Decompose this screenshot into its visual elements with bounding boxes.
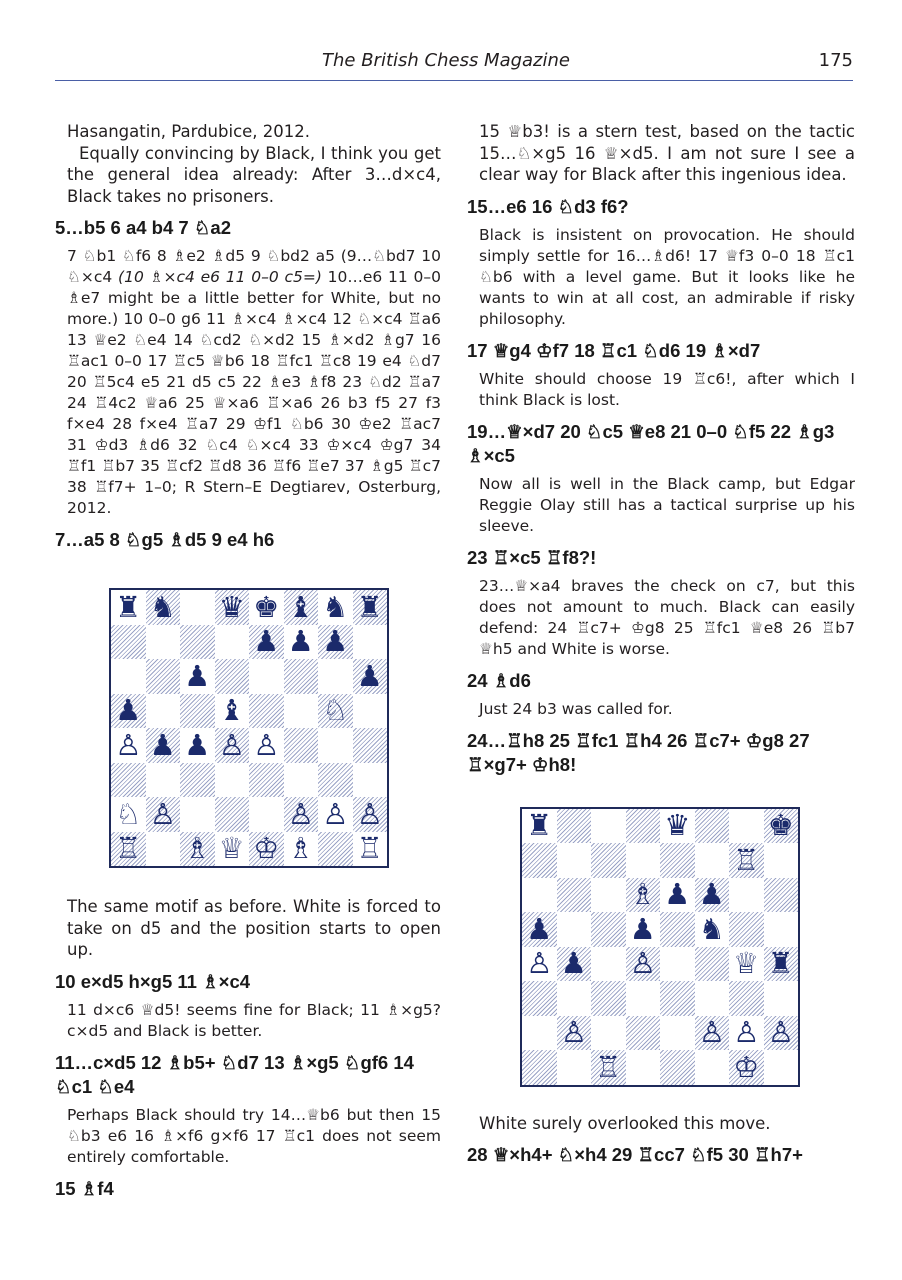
running-header: [55, 48, 853, 81]
paragraph: 15 ♕b3! is a stern test, based on the tactic 15…♘×g5 16 ♕×d5. I am not sure I see a clear way for Black after this ingenious idea.: [479, 122, 855, 184]
move-heading: 10 e×d5 h×g5 11 ♗×c4: [55, 970, 251, 992]
chess-piece: ♞: [698, 911, 725, 946]
board-square: [180, 832, 215, 867]
chess-piece: ♙: [560, 1015, 587, 1050]
annotation: 23…♕×a4 braves the check on c7, but this does not amount to much. Black can easily defend: 24 ♖c7+ ♔g8 25 ♖fc1 ♕e8 26 ♖b7 ♕h5 and White is worse.: [479, 576, 855, 658]
board-square: [111, 590, 146, 625]
annotation: 11 d×c6 ♕d5! seems fine for Black; 11 ♗×g5? c×d5 and Black is better.: [67, 1000, 441, 1040]
chess-piece: ♙: [287, 796, 314, 831]
board-square: [557, 912, 592, 947]
board-square: [660, 843, 695, 878]
board-square: [215, 625, 250, 660]
chess-piece: ♙: [149, 796, 176, 831]
chess-piece: ♟: [698, 877, 725, 912]
board-square: [249, 832, 284, 867]
chess-piece: ♟: [629, 911, 656, 946]
board-square: [660, 912, 695, 947]
board-square: [626, 878, 661, 913]
right-column: [467, 121, 855, 1173]
board-square: [353, 625, 388, 660]
chess-piece: ♛: [664, 808, 691, 843]
board-square: [249, 659, 284, 694]
board-square: [695, 912, 730, 947]
board-square: [660, 947, 695, 982]
board-square: [591, 878, 626, 913]
move-heading: 24…♖h8 25 ♖fc1 ♖h4 26 ♖c7+ ♔g8 27 ♖×g7+ ♔h8!: [467, 729, 810, 775]
move-heading: 24 ♗d6: [467, 669, 531, 691]
chess-piece: ♜: [767, 946, 794, 981]
board-square: [660, 981, 695, 1016]
board-square: [557, 1050, 592, 1085]
chess-piece: ♙: [322, 796, 349, 831]
board-square: [146, 797, 181, 832]
chess-piece: ♙: [253, 727, 280, 762]
board-square: [591, 912, 626, 947]
board-square: [146, 625, 181, 660]
board-square: [146, 659, 181, 694]
chess-piece: ♗: [184, 831, 211, 866]
board-square: [146, 763, 181, 798]
board-square: [284, 659, 319, 694]
board-square: [111, 832, 146, 867]
board-square: [660, 1016, 695, 1051]
page-number: 175: [818, 50, 853, 71]
board-square: [180, 625, 215, 660]
board-square: [318, 659, 353, 694]
board-square: [660, 1050, 695, 1085]
chess-piece: ♟: [149, 727, 176, 762]
board-square: [591, 809, 626, 844]
board-square: [695, 1016, 730, 1051]
annotation: Just 24 b3 was called for.: [479, 699, 673, 718]
board-square: [215, 659, 250, 694]
board-square: [180, 797, 215, 832]
board-square: [249, 590, 284, 625]
board-square: [318, 625, 353, 660]
chess-piece: ♙: [356, 796, 383, 831]
board-square: [249, 625, 284, 660]
board-square: [591, 1050, 626, 1085]
board-square: [626, 947, 661, 982]
chess-piece: ♝: [287, 589, 314, 624]
board-square: [522, 843, 557, 878]
board-square: [215, 728, 250, 763]
move-heading: 15…e6 16 ♘d3 f6?: [467, 195, 629, 217]
annotation: [55, 246, 441, 519]
board-square: [353, 797, 388, 832]
board-square: [591, 843, 626, 878]
chess-piece: ♟: [664, 877, 691, 912]
chess-piece: ♙: [218, 727, 245, 762]
paragraph: White surely overlooked this move.: [479, 1113, 771, 1133]
board-square: [522, 809, 557, 844]
chess-piece: ♘: [115, 796, 142, 831]
board-square: [660, 878, 695, 913]
board-square: [522, 1016, 557, 1051]
board-square: [111, 659, 146, 694]
board-square: [764, 981, 799, 1016]
chess-piece: ♞: [149, 589, 176, 624]
board-square: [764, 809, 799, 844]
board-square: [146, 694, 181, 729]
board-square: [111, 797, 146, 832]
board-square: [591, 947, 626, 982]
board-square: [626, 1050, 661, 1085]
board-square: [215, 694, 250, 729]
board-square: [249, 797, 284, 832]
paragraph: Hasangatin, Pardubice, 2012.: [67, 122, 311, 141]
board-square: [180, 694, 215, 729]
chess-piece: ♕: [733, 946, 760, 981]
annotation-text: 7 ♘b1 ♘f6 8 ♗e2 ♗d5 9 ♘bd2 a5 (9…♘bd7 10 ♘×c4: [67, 247, 441, 286]
left-column: [55, 121, 441, 1207]
chess-piece: ♟: [115, 693, 142, 728]
chess-piece: ♙: [733, 1015, 760, 1050]
chess-piece: ♜: [526, 808, 553, 843]
chess-piece: ♕: [218, 831, 245, 866]
board-square: [111, 625, 146, 660]
board-square: [522, 981, 557, 1016]
annotation-text: 10…e6 11 0–0 ♗e7 might be a little better for White, but no more.) 10 0–0 g6 11 ♗×c4 ♗×c4 12 ♘×c4 ♖a6 13 ♕e2 ♘e4 14 ♘cd2 ♘×d2 15 ♗×d2 ♗g7 16 ♖ac1 0–0 17 ♖c5 ♕b6 18 ♖fc1 ♖c8 19 e4 ♘d7 20 ♖5c4 e5 21 d5 c5 22 ♗e3 ♗f8 23 ♘d2 ♖a7 24 ♖4c2 ♕a6 25 ♕×a6 ♖×a6 26 b3 f5 27 f3 f×e4 28 f×e4 ♖a7 29 ♔f1 ♘b6 30 ♔e2 ♖ac7 31 ♔d3 ♗d6 32 ♘c4 ♘×c4 33 ♔×c4 ♔g7 34 ♖f1 ♖b7 35 ♖cf2 ♖d8 36 ♖f6 ♖e7 37 ♗g5 ♖c7 38 ♖f7+ 1–0; R Stern–E Degtiarev, Osterburg, 2012.: [67, 268, 441, 517]
board-square: [695, 981, 730, 1016]
board-square: [318, 728, 353, 763]
board-square: [180, 763, 215, 798]
board-square: [626, 912, 661, 947]
board-square: [353, 590, 388, 625]
board-square: [522, 1050, 557, 1085]
chess-piece: ♘: [322, 693, 349, 728]
board-square: [249, 728, 284, 763]
chess-piece: ♟: [184, 658, 211, 693]
board-square: [557, 947, 592, 982]
chess-piece: ♖: [115, 831, 142, 866]
board-square: [557, 809, 592, 844]
board-square: [318, 797, 353, 832]
board-square: [764, 878, 799, 913]
board-square: [111, 763, 146, 798]
move-heading: 5…b5 6 a4 b4 7 ♘a2: [55, 217, 231, 238]
board-square: [695, 947, 730, 982]
board-square: [111, 694, 146, 729]
board-square: [557, 843, 592, 878]
annotation: White should choose 19 ♖c6!, after which I think Black is lost.: [479, 369, 855, 409]
board-square: [180, 659, 215, 694]
chess-diagram-2: [520, 807, 855, 1087]
board-square: [180, 590, 215, 625]
board-square: [284, 797, 319, 832]
board-square: [353, 728, 388, 763]
paragraph: Equally convincing by Black, I think you get the general idea already: After 3…d×c4, Black takes no prisoners.: [67, 143, 441, 206]
chess-piece: ♗: [629, 877, 656, 912]
board-square: [557, 878, 592, 913]
annotation: Now all is well in the Black camp, but Edgar Reggie Olay still has a tactical surprise up his sleeve.: [479, 474, 855, 535]
chess-piece: ♜: [356, 589, 383, 624]
chess-diagram-1: [109, 588, 441, 868]
board-square: [522, 947, 557, 982]
board-square: [557, 1016, 592, 1051]
annotation: Black is insistent on provocation. He should simply settle for 16…♗d6! 17 ♕f3 0–0 18 ♖c1 ♘b6 with a level game. But it looks like he wants to win at all cost, an admirable if risky philosophy.: [479, 225, 855, 328]
board-square: [284, 590, 319, 625]
board-square: [180, 728, 215, 763]
annotation-variation: (10 ♗×c4 e6 11 0–0 c5=): [118, 268, 322, 286]
chess-piece: ♙: [767, 1015, 794, 1050]
chess-piece: ♔: [253, 831, 280, 866]
chess-piece: ♟: [560, 946, 587, 981]
board-square: [146, 728, 181, 763]
move-heading: 17 ♕g4 ♔f7 18 ♖c1 ♘d6 19 ♗×d7: [467, 339, 761, 361]
board-square: [729, 981, 764, 1016]
chess-piece: ♝: [218, 693, 245, 728]
board-square: [522, 912, 557, 947]
chess-piece: ♟: [287, 624, 314, 659]
board-square: [284, 625, 319, 660]
board-square: [146, 590, 181, 625]
board-square: [626, 843, 661, 878]
board-square: [249, 763, 284, 798]
board-square: [215, 590, 250, 625]
chess-piece: ♙: [526, 946, 553, 981]
magazine-title: The British Chess Magazine: [322, 50, 570, 71]
annotation: Perhaps Black should try 14…♕b6 but then 15 ♘b3 e6 16 ♗×f6 g×f6 17 ♖c1 does not seem entirely comfortable.: [67, 1105, 441, 1166]
board-square: [353, 763, 388, 798]
board-square: [695, 843, 730, 878]
board-square: [626, 809, 661, 844]
board-square: [764, 1016, 799, 1051]
board-square: [729, 809, 764, 844]
board-square: [318, 763, 353, 798]
chess-piece: ♟: [356, 658, 383, 693]
board-square: [729, 843, 764, 878]
move-heading: 11…c×d5 12 ♗b5+ ♘d7 13 ♗×g5 ♘gf6 14 ♘c1 ♘e4: [55, 1051, 414, 1097]
paragraph: The same motif as before. White is forced to take on d5 and the position starts to open up.: [67, 897, 441, 959]
board-square: [729, 1016, 764, 1051]
board-square: [284, 763, 319, 798]
board-square: [284, 728, 319, 763]
board-square: [522, 878, 557, 913]
chess-piece: ♔: [733, 1049, 760, 1084]
board-square: [764, 947, 799, 982]
board-square: [215, 832, 250, 867]
chess-piece: ♜: [115, 589, 142, 624]
board-square: [626, 1016, 661, 1051]
board-square: [729, 947, 764, 982]
board-square: [695, 1050, 730, 1085]
move-heading: 7…a5 8 ♘g5 ♗d5 9 e4 h6: [55, 529, 275, 550]
move-heading: 19…♕×d7 20 ♘c5 ♕e8 21 0–0 ♘f5 22 ♗g3 ♗×c5: [467, 420, 835, 466]
move-heading: 15 ♗f4: [55, 1177, 114, 1199]
chess-piece: ♚: [253, 589, 280, 624]
chess-piece: ♟: [184, 727, 211, 762]
board-square: [729, 878, 764, 913]
board-square: [660, 809, 695, 844]
board-square: [146, 832, 181, 867]
board-square: [284, 832, 319, 867]
board-square: [695, 809, 730, 844]
board-square: [764, 1050, 799, 1085]
move-heading: 23 ♖×c5 ♖f8?!: [467, 546, 597, 568]
board-square: [626, 981, 661, 1016]
board-square: [215, 797, 250, 832]
board-square: [249, 694, 284, 729]
chess-piece: ♛: [218, 589, 245, 624]
board-square: [695, 878, 730, 913]
chess-piece: ♖: [356, 831, 383, 866]
chess-piece: ♟: [526, 911, 553, 946]
board-square: [729, 1050, 764, 1085]
board-square: [764, 843, 799, 878]
board-square: [318, 694, 353, 729]
board-square: [318, 832, 353, 867]
chess-piece: ♚: [767, 808, 794, 843]
board-square: [729, 912, 764, 947]
chess-piece: ♙: [629, 946, 656, 981]
board-square: [215, 763, 250, 798]
chess-board: [109, 588, 389, 868]
chess-piece: ♟: [253, 624, 280, 659]
board-square: [353, 832, 388, 867]
board-square: [284, 694, 319, 729]
move-heading: 28 ♕×h4+ ♘×h4 29 ♖cc7 ♘f5 30 ♖h7+: [467, 1144, 803, 1165]
board-square: [557, 981, 592, 1016]
board-square: [764, 912, 799, 947]
chess-piece: ♙: [698, 1015, 725, 1050]
chess-piece: ♖: [595, 1049, 622, 1084]
board-square: [318, 590, 353, 625]
chess-board: [520, 807, 800, 1087]
chess-piece: ♟: [322, 624, 349, 659]
chess-piece: ♙: [115, 727, 142, 762]
board-square: [111, 728, 146, 763]
chess-piece: ♞: [322, 589, 349, 624]
board-square: [591, 1016, 626, 1051]
board-square: [353, 659, 388, 694]
chess-piece: ♗: [287, 831, 314, 866]
chess-piece: ♖: [733, 842, 760, 877]
board-square: [353, 694, 388, 729]
board-square: [591, 981, 626, 1016]
